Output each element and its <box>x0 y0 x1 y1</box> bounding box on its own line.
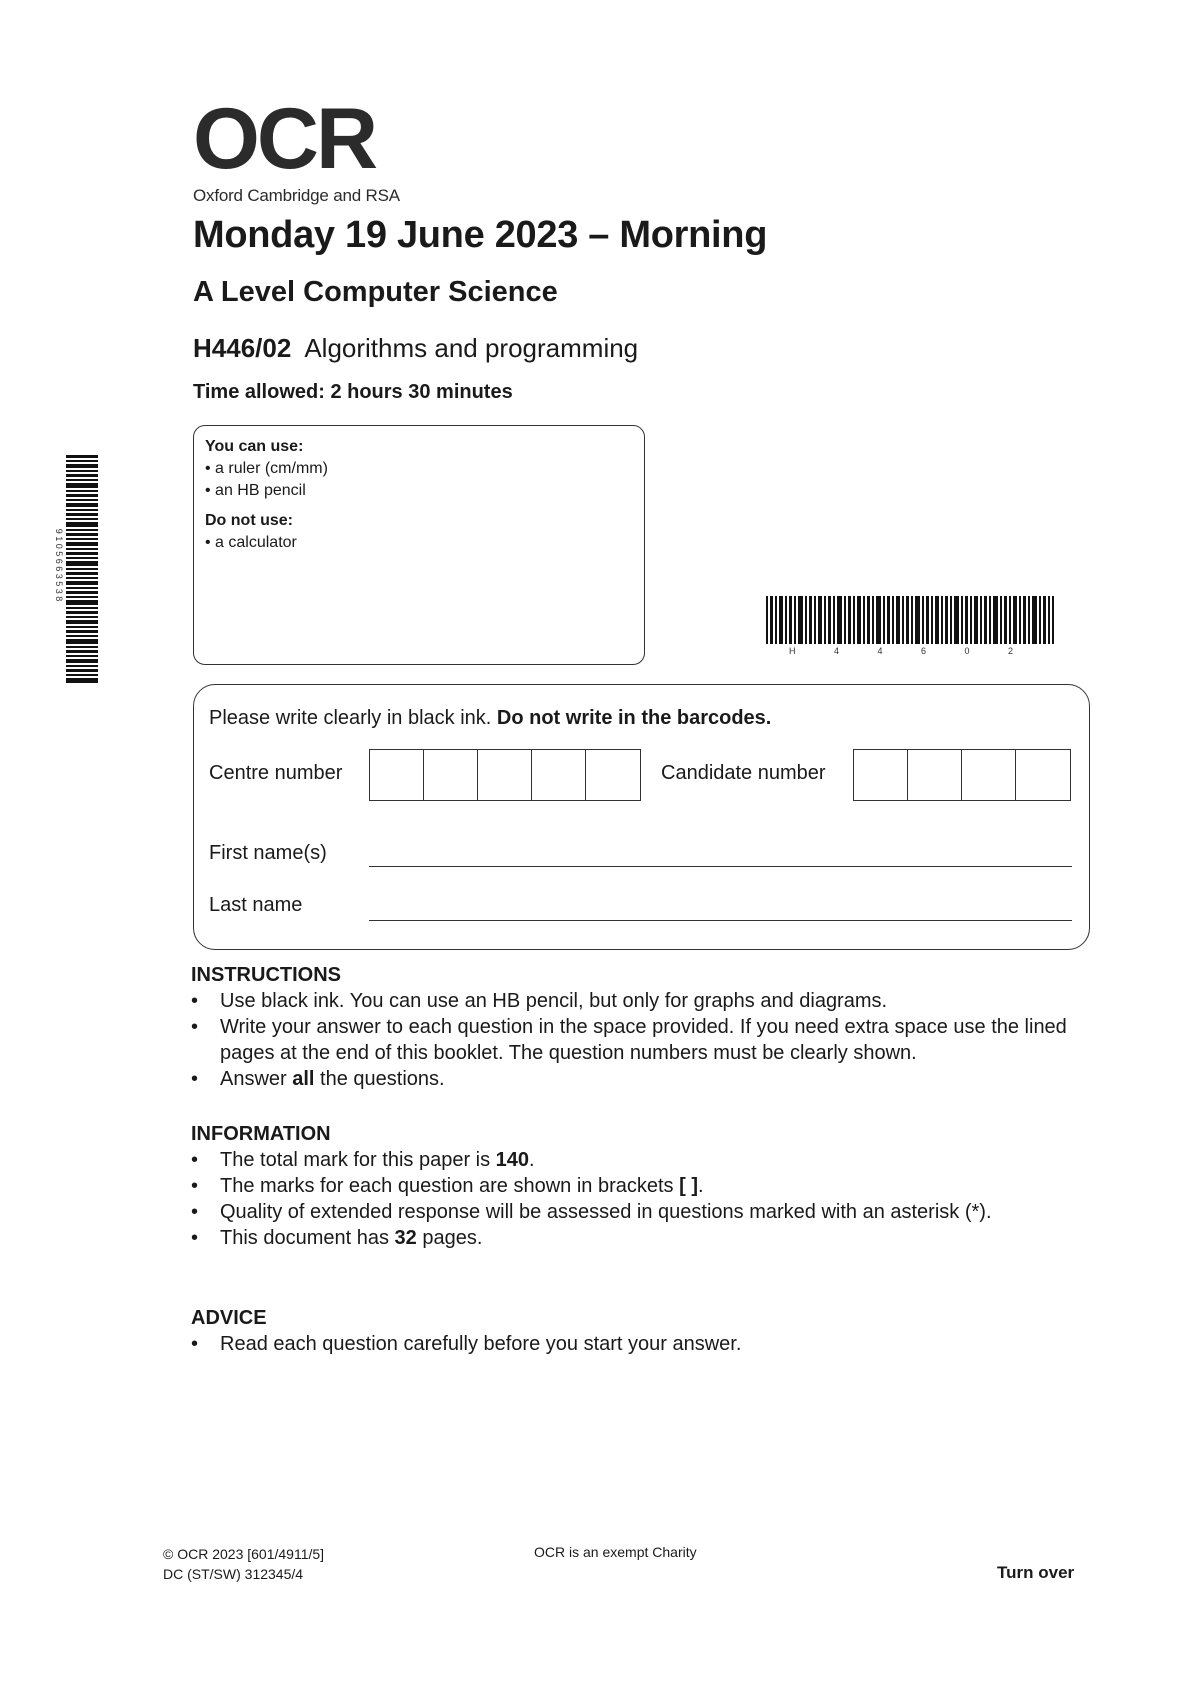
can-use-item: • a ruler (cm/mm) <box>205 460 328 477</box>
centre-number-digit-box[interactable] <box>586 750 640 800</box>
information-item: • Quality of extended response will be assessed in questions marked with an asterisk (*). <box>191 1199 1011 1225</box>
ocr-logo <box>193 91 400 206</box>
footer-codes <box>163 1544 324 1584</box>
candidate-number-digit-box[interactable] <box>1016 750 1070 800</box>
advice-item: • Read each question carefully before you start your answer. <box>191 1331 1091 1357</box>
equipment-box <box>193 425 645 665</box>
information-item: • The marks for each question are shown in brackets [ ]. <box>191 1173 1011 1199</box>
paper-code: H446/02 <box>193 333 292 363</box>
centre-number-digit-box[interactable] <box>424 750 478 800</box>
candidate-number-label: Candidate number <box>661 762 826 784</box>
vertical-barcode-digits: 9 1 0 5 6 6 3 5 3 8 <box>54 528 64 602</box>
exam-date: Monday 19 June 2023 – Morning <box>193 214 768 256</box>
horizontal-barcode <box>766 596 1054 656</box>
exam-subject: A Level Computer Science <box>193 276 558 308</box>
information-item: • The total mark for this paper is 140. <box>191 1147 1011 1173</box>
can-use-item: • an HB pencil <box>205 482 306 499</box>
can-use-heading: You can use: <box>205 438 304 455</box>
first-name-line[interactable] <box>369 866 1072 867</box>
candidate-number-digit-box[interactable] <box>908 750 962 800</box>
instructions-section <box>191 962 1111 1092</box>
instruction-item: • Answer all the questions. <box>191 1066 1111 1092</box>
turn-over-label: Turn over <box>997 1563 1075 1582</box>
cannot-use-heading: Do not use: <box>205 512 293 529</box>
candidate-number-digit-box[interactable] <box>962 750 1016 800</box>
candidate-number-boxes[interactable] <box>853 749 1071 801</box>
instruction-item: • Use black ink. You can use an HB pencil, but only for graphs and diagrams. <box>191 988 1111 1014</box>
centre-number-digit-box[interactable] <box>370 750 424 800</box>
logo-wordmark: OCR <box>193 91 376 187</box>
time-allowed: Time allowed: 2 hours 30 minutes <box>193 381 513 403</box>
centre-number-boxes[interactable] <box>369 749 641 801</box>
first-name-label: First name(s) <box>209 842 327 864</box>
instruction-item: • Write your answer to each question in the space provided. If you need extra space use the lined pages at the end of this booklet. The question numbers must be clearly shown. <box>191 1014 1111 1066</box>
last-name-line[interactable] <box>369 920 1072 921</box>
copyright-text: © OCR 2023 [601/4911/5] <box>163 1546 325 1562</box>
logo-subtitle: Oxford Cambridge and RSA <box>193 186 400 205</box>
charity-note: OCR is an exempt Charity <box>534 1544 697 1560</box>
centre-number-label: Centre number <box>209 762 343 784</box>
paper-title: Algorithms and programming <box>304 333 639 363</box>
advice-section <box>191 1305 1091 1357</box>
horizontal-barcode-digits: H 4 4 6 0 2 <box>788 646 1032 656</box>
document-code: DC (ST/SW) 312345/4 <box>163 1566 304 1582</box>
instructions-title: INSTRUCTIONS <box>191 964 341 986</box>
barcode-warning: Do not write in the barcodes. <box>496 707 772 729</box>
centre-number-digit-box[interactable] <box>532 750 586 800</box>
candidate-number-digit-box[interactable] <box>854 750 908 800</box>
cannot-use-item: • a calculator <box>205 534 297 551</box>
vertical-barcode <box>50 455 98 683</box>
information-title: INFORMATION <box>191 1123 331 1145</box>
information-section <box>191 1121 1011 1251</box>
write-clearly-note: Please write clearly in black ink. Do not write in the barcodes. <box>209 707 772 729</box>
last-name-label: Last name <box>209 894 303 916</box>
advice-title: ADVICE <box>191 1307 267 1329</box>
centre-number-digit-box[interactable] <box>478 750 532 800</box>
information-item: • This document has 32 pages. <box>191 1225 1011 1251</box>
paper-heading <box>193 333 638 364</box>
